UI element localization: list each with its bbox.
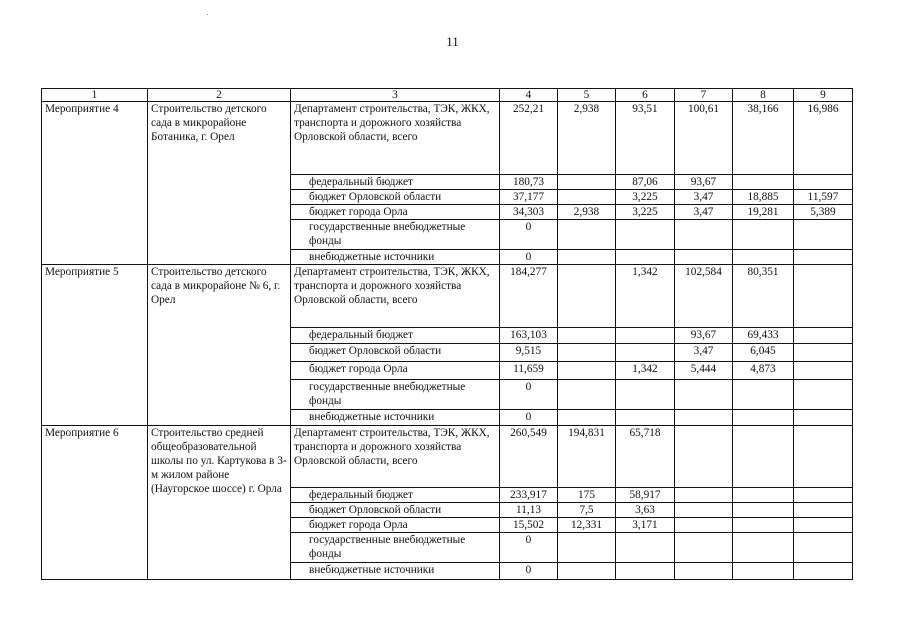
value-cell [558, 533, 616, 563]
value-cell: 65,718 [616, 426, 675, 488]
value-cell: 18,885 [733, 190, 794, 205]
value-cell [675, 426, 733, 488]
value-cell [675, 518, 733, 533]
column-number-cell: 2 [148, 89, 291, 102]
value-cell: 4,873 [733, 362, 794, 380]
value-cell [558, 220, 616, 250]
value-cell: 93,67 [675, 328, 733, 344]
value-cell: 102,584 [675, 265, 733, 328]
value-cell [794, 328, 853, 344]
value-cell [794, 410, 853, 426]
value-cell [558, 328, 616, 344]
value-cell [558, 563, 616, 580]
value-cell [794, 380, 853, 410]
column-number-cell: 9 [794, 89, 853, 102]
value-cell: 184,277 [500, 265, 558, 328]
value-cell [558, 362, 616, 380]
value-cell: 0 [500, 220, 558, 250]
value-cell: 11,597 [794, 190, 853, 205]
value-cell: 58,917 [616, 488, 675, 503]
value-cell: 0 [500, 410, 558, 426]
value-cell [675, 533, 733, 563]
value-cell: 1,342 [616, 362, 675, 380]
value-cell: 38,166 [733, 102, 794, 175]
value-cell: 2,938 [558, 102, 616, 175]
value-cell: 0 [500, 250, 558, 265]
value-cell [675, 250, 733, 265]
value-cell [616, 328, 675, 344]
value-cell [794, 265, 853, 328]
funding-source: бюджет города Орла [291, 205, 500, 220]
value-cell: 6,045 [733, 344, 794, 362]
value-cell [733, 380, 794, 410]
value-cell: 37,177 [500, 190, 558, 205]
value-cell: 3,47 [675, 205, 733, 220]
funding-source: федеральный бюджет [291, 175, 500, 190]
value-cell: 80,351 [733, 265, 794, 328]
funding-source: государственные внебюджетные фонды [291, 533, 500, 563]
value-cell [733, 518, 794, 533]
measure-name: Мероприятие 6 [42, 426, 148, 580]
value-cell [733, 220, 794, 250]
value-cell: 3,225 [616, 205, 675, 220]
measure-name: Мероприятие 4 [42, 102, 148, 265]
funding-source: бюджет города Орла [291, 362, 500, 380]
column-number-cell: 8 [733, 89, 794, 102]
value-cell [733, 250, 794, 265]
value-cell [794, 175, 853, 190]
funding-source: Департамент строительства, ТЭК, ЖКХ, транспорта и дорожного хозяйства Орловской области, всего [291, 102, 500, 175]
funding-source: бюджет города Орла [291, 518, 500, 533]
column-number-cell: 5 [558, 89, 616, 102]
funding-source: государственные внебюджетные фонды [291, 380, 500, 410]
value-cell [616, 380, 675, 410]
table-row [42, 426, 853, 488]
value-cell [794, 533, 853, 563]
value-cell [794, 220, 853, 250]
value-cell [794, 344, 853, 362]
program-measures-table [41, 88, 853, 580]
value-cell [558, 250, 616, 265]
measure-name: Мероприятие 5 [42, 265, 148, 426]
value-cell: 0 [500, 563, 558, 580]
value-cell [733, 426, 794, 488]
value-cell [794, 426, 853, 488]
value-cell [558, 344, 616, 362]
value-cell: 69,433 [733, 328, 794, 344]
value-cell: 3,63 [616, 503, 675, 518]
value-cell [733, 533, 794, 563]
column-number-cell: 3 [291, 89, 500, 102]
column-number-cell: 6 [616, 89, 675, 102]
column-number-cell: 4 [500, 89, 558, 102]
value-cell: 252,21 [500, 102, 558, 175]
table-row [42, 102, 853, 175]
value-cell [675, 220, 733, 250]
value-cell [616, 533, 675, 563]
value-cell: 3,47 [675, 344, 733, 362]
page-number: 11 [446, 34, 459, 49]
column-number-row [42, 89, 853, 102]
value-cell: 180,73 [500, 175, 558, 190]
value-cell [794, 518, 853, 533]
value-cell: 1,342 [616, 265, 675, 328]
value-cell [558, 175, 616, 190]
value-cell: 11,659 [500, 362, 558, 380]
value-cell [558, 265, 616, 328]
value-cell: 7,5 [558, 503, 616, 518]
value-cell: 194,831 [558, 426, 616, 488]
funding-source: внебюджетные источники [291, 563, 500, 580]
funding-source: Департамент строительства, ТЭК, ЖКХ, транспорта и дорожного хозяйства Орловской области, всего [291, 265, 500, 328]
funding-source: бюджет Орловской области [291, 503, 500, 518]
value-cell [616, 220, 675, 250]
measure-description: Строительство детского сада в микрорайоне Ботаника, г. Орел [148, 102, 291, 265]
funding-source: внебюджетные источники [291, 250, 500, 265]
value-cell [794, 488, 853, 503]
value-cell [616, 410, 675, 426]
value-cell [558, 380, 616, 410]
value-cell [616, 563, 675, 580]
value-cell: 9,515 [500, 344, 558, 362]
value-cell: 5,444 [675, 362, 733, 380]
funding-source: бюджет Орловской области [291, 190, 500, 205]
value-cell: 16,986 [794, 102, 853, 175]
measure-description: Строительство средней общеобразовательной школы по ул. Картукова в 3-м жилом районе (Наугорское шоссе) г. Орла [148, 426, 291, 580]
value-cell [675, 488, 733, 503]
value-cell [616, 250, 675, 265]
value-cell: 5,389 [794, 205, 853, 220]
value-cell: 233,917 [500, 488, 558, 503]
column-number-cell: 7 [675, 89, 733, 102]
value-cell: 3,47 [675, 190, 733, 205]
value-cell: 100,61 [675, 102, 733, 175]
column-number-cell: 1 [42, 89, 148, 102]
funding-source: государственные внебюджетные фонды [291, 220, 500, 250]
value-cell [675, 563, 733, 580]
funding-source: федеральный бюджет [291, 488, 500, 503]
value-cell [675, 410, 733, 426]
value-cell: 0 [500, 380, 558, 410]
value-cell [733, 488, 794, 503]
funding-source: внебюджетные источники [291, 410, 500, 426]
measure-description: Строительство детского сада в микрорайоне № 6, г. Орел [148, 265, 291, 426]
value-cell: 2,938 [558, 205, 616, 220]
value-cell: 34,303 [500, 205, 558, 220]
value-cell: 3,171 [616, 518, 675, 533]
value-cell [675, 380, 733, 410]
value-cell [794, 362, 853, 380]
value-cell: 87,06 [616, 175, 675, 190]
value-cell [794, 563, 853, 580]
value-cell [558, 190, 616, 205]
value-cell [733, 175, 794, 190]
value-cell: 175 [558, 488, 616, 503]
value-cell [794, 250, 853, 265]
value-cell: 15,502 [500, 518, 558, 533]
funding-source: бюджет Орловской области [291, 344, 500, 362]
value-cell: 0 [500, 533, 558, 563]
value-cell: 93,67 [675, 175, 733, 190]
value-cell: 12,331 [558, 518, 616, 533]
value-cell: 19,281 [733, 205, 794, 220]
funding-source: Департамент строительства, ТЭК, ЖКХ, транспорта и дорожного хозяйства Орловской области, всего [291, 426, 500, 488]
value-cell [675, 503, 733, 518]
value-cell [733, 563, 794, 580]
value-cell [558, 410, 616, 426]
value-cell: 3,225 [616, 190, 675, 205]
value-cell: 93,51 [616, 102, 675, 175]
funding-source: федеральный бюджет [291, 328, 500, 344]
value-cell [616, 344, 675, 362]
scan-speck [207, 14, 208, 15]
value-cell: 11,13 [500, 503, 558, 518]
value-cell [733, 410, 794, 426]
value-cell: 260,549 [500, 426, 558, 488]
table-row [42, 265, 853, 328]
value-cell [794, 503, 853, 518]
value-cell [733, 503, 794, 518]
value-cell: 163,103 [500, 328, 558, 344]
